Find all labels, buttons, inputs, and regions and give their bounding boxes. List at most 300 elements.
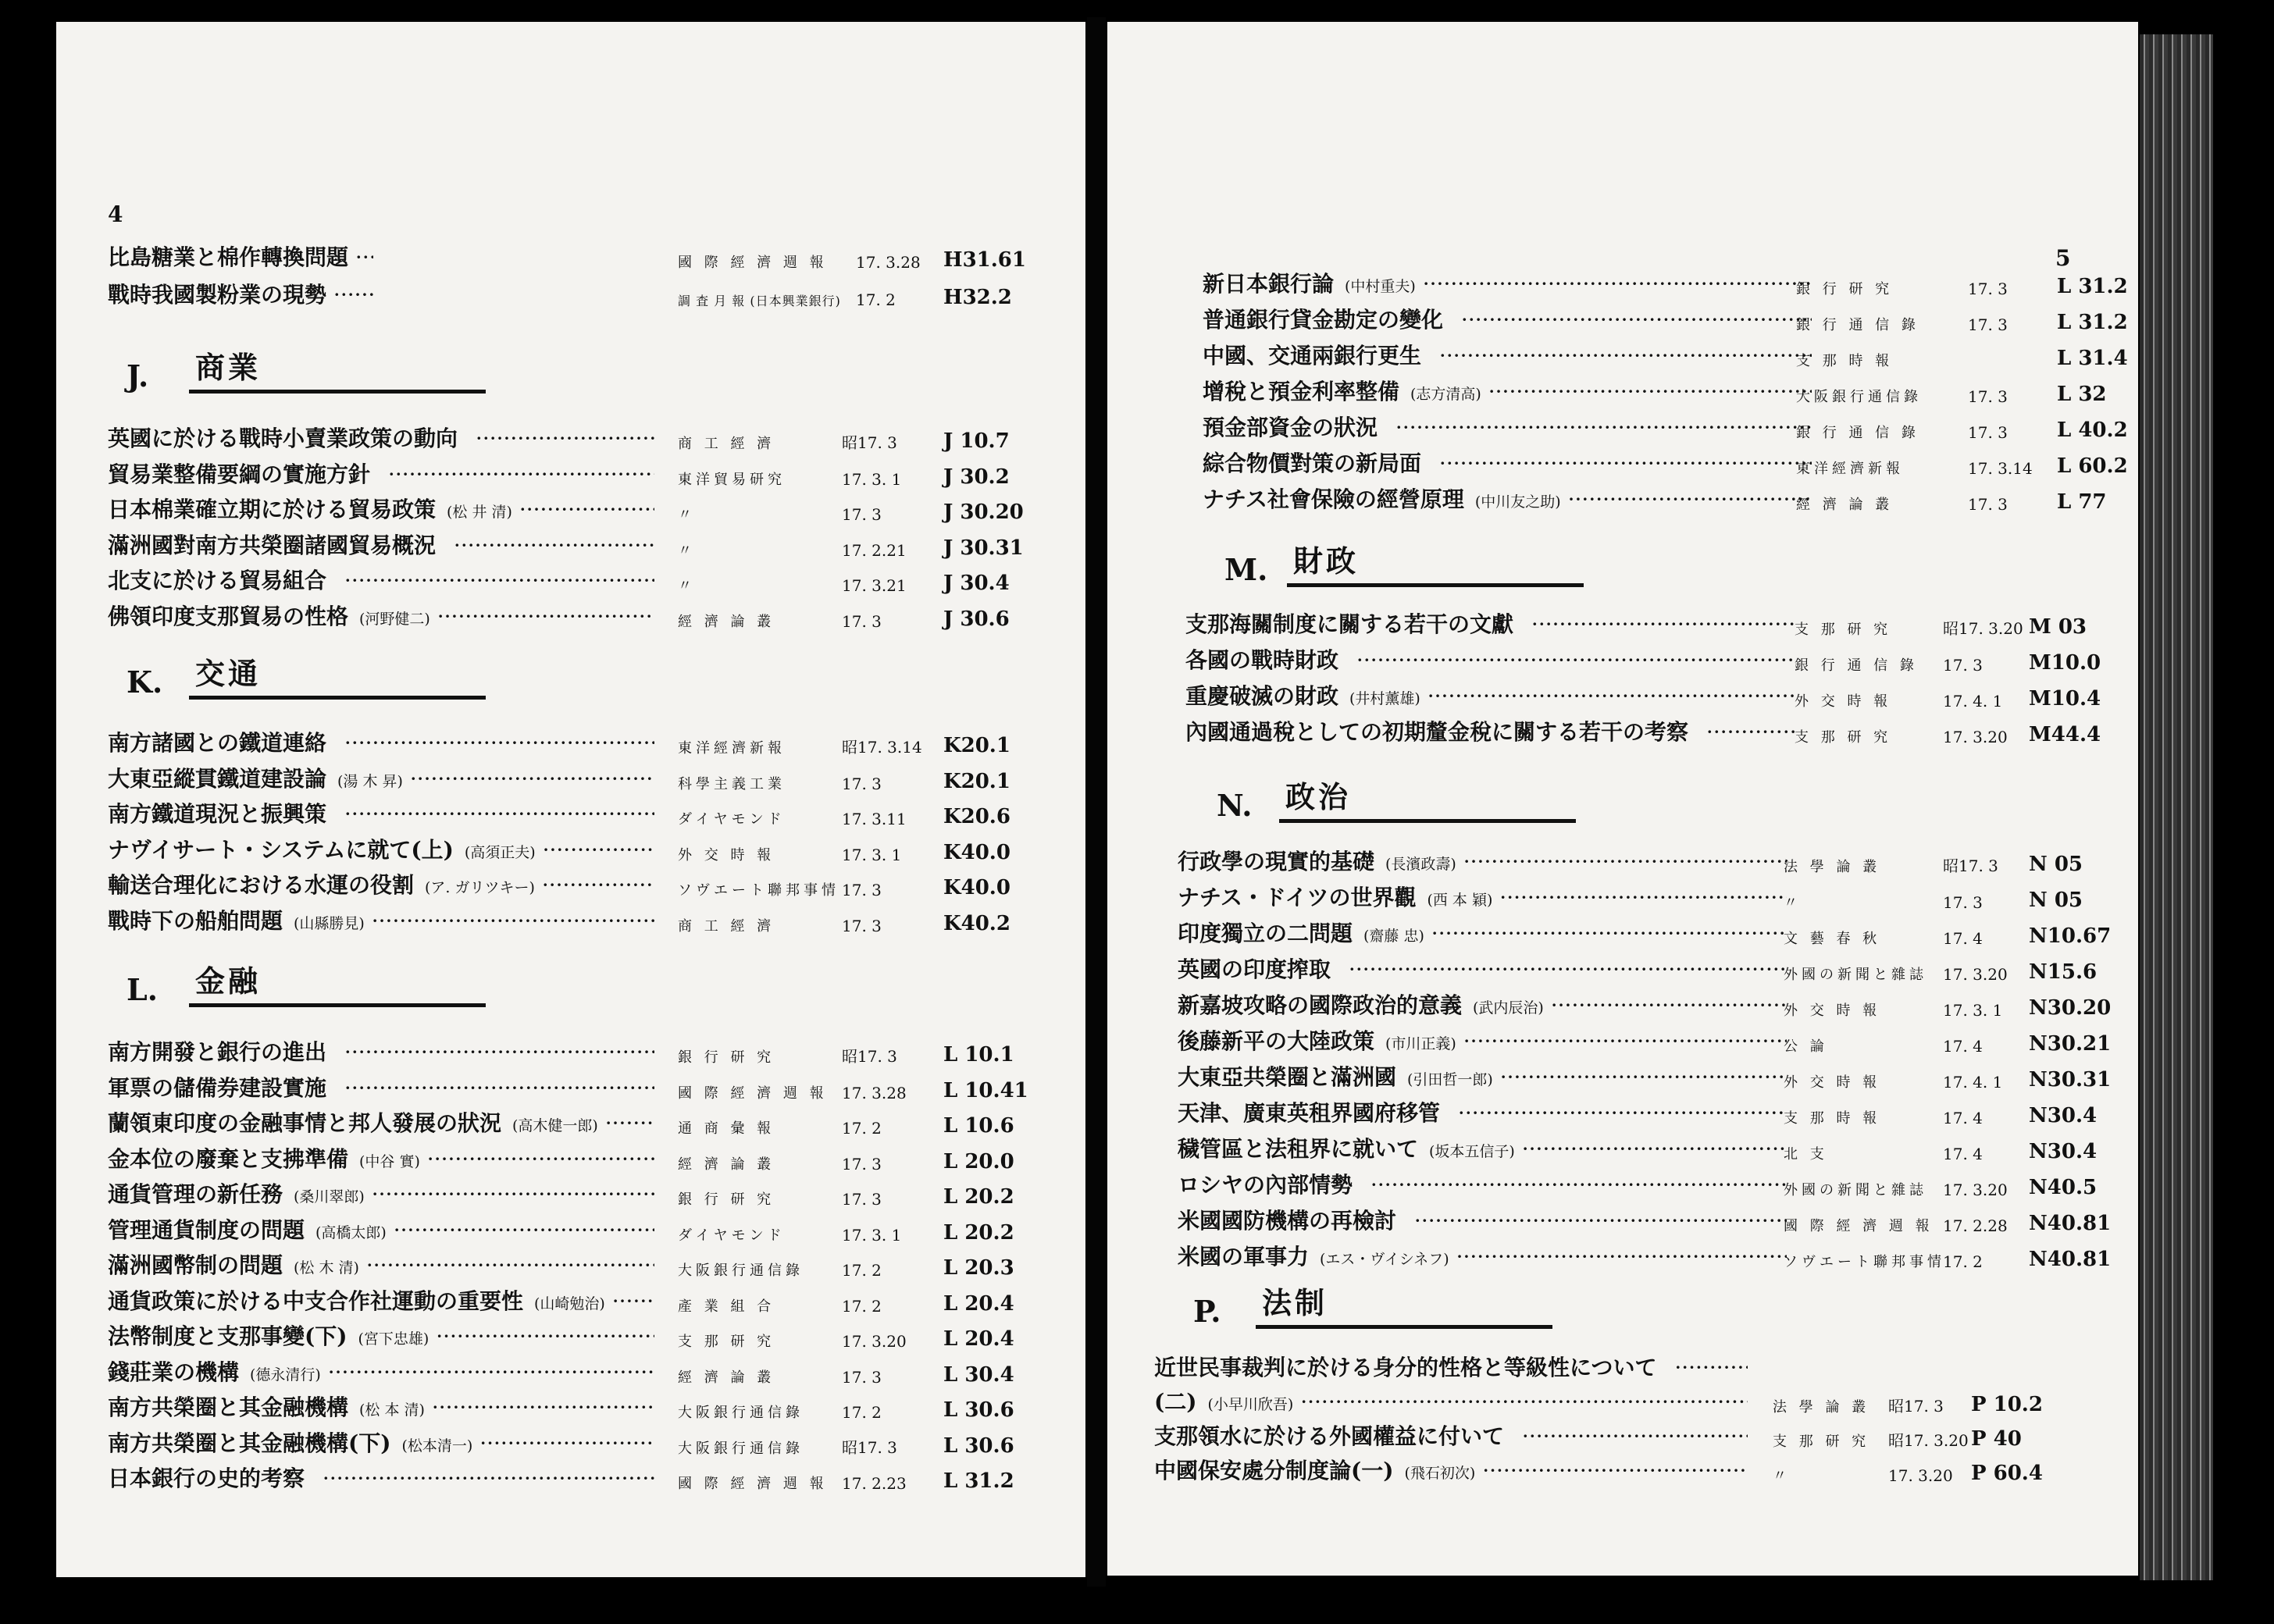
entry-ref: N10.67	[2029, 924, 2112, 948]
list-item	[108, 1034, 1029, 1070]
entry-date: 17. 4. 1	[1943, 1073, 2003, 1092]
list-item	[108, 1318, 1029, 1354]
list-item	[108, 1141, 1029, 1177]
entry-ref: L 20.2	[943, 1185, 1014, 1209]
entry-author: (エス・ヴイシネフ)	[1320, 1251, 1449, 1268]
entry-ref: P 60.4	[1971, 1462, 2043, 1485]
entry-title: 中國保安處分制度論(一) (飛石初次) ·····	[1154, 1454, 1748, 1485]
list-item	[108, 491, 1029, 527]
entry-date: 17. 2	[842, 1403, 882, 1422]
list-item	[108, 1105, 1029, 1141]
section-heading	[1217, 779, 1576, 823]
entry-title: ナチス社會保險の經營原理 (中川友之助) ·····	[1203, 483, 1812, 514]
list-item	[1203, 445, 2128, 481]
entry-title: 各國の戰時財政 ·····	[1185, 643, 1795, 675]
entry-date: 昭17. 3	[842, 433, 897, 452]
entry-source: 東洋經濟新報	[1796, 461, 1904, 477]
entry-date: 17. 4	[1943, 1109, 1983, 1127]
entry-title: 英國に於ける戰時小賣業政策の動向 ·····	[108, 422, 654, 453]
entry-date: 17. 3	[1943, 656, 1983, 675]
entry-date: 17. 3. 1	[1943, 1001, 2003, 1020]
entry-date: 17. 2	[842, 1119, 882, 1138]
entry-source: 商 工 經 濟	[678, 917, 775, 935]
entry-ref: L 20.0	[943, 1149, 1014, 1173]
list-item	[1185, 714, 2101, 750]
list-item	[1178, 1238, 2112, 1274]
entry-ref: K20.1	[943, 769, 1010, 793]
entry-source: 外 交 時 報	[1795, 693, 1892, 710]
entry-date: 17. 2	[1943, 1252, 1983, 1271]
entry-ref: N 05	[2029, 853, 2083, 876]
entry-title: 新嘉坡攻略の國際政治的意義 (武内辰治) ·····	[1178, 988, 1787, 1020]
entry-source: 銀 行 研 究	[678, 1191, 775, 1208]
entry-date: 17. 3	[1968, 280, 2008, 298]
entry-date: 17. 3	[842, 1154, 882, 1173]
list-item	[108, 1212, 1029, 1248]
entry-date: 17. 3	[842, 505, 882, 524]
entry-date: 17. 2	[842, 1296, 882, 1316]
entry-date: 17. 3	[842, 1190, 882, 1209]
list-item	[108, 598, 1029, 634]
entry-author: (井村薰雄)	[1349, 690, 1420, 707]
entry-ref: K40.0	[943, 876, 1010, 899]
entry-ref: N30.21	[2029, 1032, 2112, 1056]
entry-ref: L 31.4	[2057, 347, 2128, 370]
entry-ref: L 20.4	[943, 1291, 1014, 1316]
entry-title: 新日本銀行論 (中村重夫) ·····	[1203, 267, 1812, 298]
entry-author: (西 本 穎)	[1427, 892, 1493, 909]
entry-title: 比島糖業と棉作轉換問題 ·····	[108, 240, 373, 272]
entry-title: 錢莊業の機構 (德永清行) ·····	[108, 1355, 654, 1387]
entry-date: 17. 4	[1943, 929, 1983, 948]
entry-title: 增稅と預金利率整備 (志方清高) ·····	[1203, 375, 1812, 406]
entry-ref: N40.5	[2029, 1176, 2098, 1199]
entry-date: 17. 3	[1968, 387, 2008, 406]
entry-title: 預金部資金の狀況 ·····	[1203, 411, 1812, 442]
entry-date: 17. 3	[842, 1367, 882, 1387]
entry-ref: N40.81	[2029, 1248, 2112, 1271]
list-item	[108, 832, 1029, 867]
entry-date: 17. 3.20	[1943, 965, 2008, 984]
entry-date: 17. 2.28	[1943, 1216, 2008, 1235]
entry-date: 昭17. 3	[842, 1047, 897, 1066]
entry-author: (松本清一)	[401, 1437, 473, 1455]
entry-date: 17. 3	[1968, 423, 2008, 442]
entry-source: 支 那 研 究	[1795, 621, 1892, 638]
entry-title: 大東亞共榮圈と滿洲國 (引田哲一郎) ·····	[1178, 1060, 1787, 1092]
entry-title: 日本棉業確立期に於ける貿易政策 (松 井 清) ·····	[108, 493, 654, 524]
entry-source: 外 交 時 報	[1784, 1003, 1881, 1019]
list-item	[1178, 843, 2083, 879]
entry-date: 17. 3.20	[1888, 1466, 1953, 1485]
entry-title: 貿易業整備要綱の實施方針 ·····	[108, 458, 654, 489]
entry-author: (高橋太郎)	[315, 1223, 387, 1241]
list-item	[1203, 373, 2107, 409]
list-item	[1203, 265, 2128, 301]
entry-title: 戰時我國製粉業の現勢 ·····	[108, 278, 373, 309]
list-item	[108, 760, 1029, 796]
entry-date: 17. 3.21	[842, 576, 907, 595]
entry-date: 17. 3	[842, 916, 882, 935]
section-letter: P.	[1193, 1294, 1221, 1329]
entry-ref: J 30.6	[943, 607, 1010, 631]
entry-title: 大東亞縱貫鐵道建設論 (湯 木 昇) ·····	[108, 762, 654, 793]
entry-source: 外 交 時 報	[678, 846, 775, 864]
entry-ref: L 20.4	[943, 1327, 1014, 1351]
entry-author: (齋藤 忠)	[1363, 928, 1424, 945]
entry-date: 17. 3. 1	[842, 845, 902, 864]
entry-source: 〃	[1773, 1468, 1791, 1484]
entry-source: 法 學 論 叢	[1773, 1399, 1870, 1416]
list-item	[1203, 409, 2128, 445]
entry-source: 支 那 研 究	[678, 1334, 775, 1350]
entry-title: 南方共榮圈と其金融機構 (松 本 清) ·····	[108, 1391, 654, 1422]
list-item	[108, 562, 1029, 598]
entry-title: 管理通貨制度の問題 (高橋太郎) ·····	[108, 1213, 654, 1245]
entry-title: 佛領印度支那貿易の性格 (河野健二) ·····	[108, 600, 654, 631]
entry-date: 17. 3	[842, 774, 882, 793]
list-item	[1203, 337, 2128, 373]
section-letter: M.	[1224, 552, 1268, 587]
entry-source: 〃	[1784, 895, 1802, 911]
entry-source: 大阪銀行通信錄	[678, 1263, 804, 1279]
list-item	[108, 725, 1029, 760]
entry-ref: N30.4	[2029, 1140, 2098, 1163]
entry-title: 滿洲國幣制の問題 (松 木 清) ·····	[108, 1248, 654, 1280]
entry-source: 外國の新聞と雜誌	[1784, 967, 1927, 983]
entry-date: 昭17. 3	[1888, 1397, 1944, 1416]
list-item	[108, 1389, 1029, 1425]
entry-source: 調 査 月 報 (日本興業銀行)	[678, 294, 841, 308]
section-name: 財政	[1287, 537, 1584, 587]
entry-title: ロシヤの內部情勢 ·····	[1178, 1168, 1787, 1199]
entry-date: 昭17. 3.14	[842, 738, 922, 757]
entry-ref: N30.31	[2029, 1068, 2112, 1092]
entry-author: (長濱政壽)	[1385, 856, 1456, 873]
entry-date: 17. 3. 1	[842, 1225, 902, 1245]
entry-source: 銀 行 通 信 錄	[1795, 657, 1918, 674]
list-item	[108, 239, 1029, 275]
entry-ref: L 10.1	[943, 1043, 1014, 1067]
entry-date: 17. 2.21	[842, 540, 907, 560]
entry-title: 日本銀行の史的考察 ·····	[108, 1462, 654, 1493]
entry-date: 17. 4. 1	[1943, 692, 2003, 710]
entry-author: (武内辰治)	[1473, 999, 1544, 1017]
list-item	[108, 1425, 1029, 1461]
entry-author: (ア. ガリツキー)	[425, 879, 535, 896]
entry-title: 天津、廣東英租界國府移管 ·····	[1178, 1096, 1787, 1127]
entry-source: 銀 行 研 究	[678, 1049, 775, 1066]
entry-author: (高木健一郎)	[512, 1117, 598, 1134]
entry-author: (松 井 清)	[447, 504, 512, 521]
entry-date: 17. 2	[842, 1261, 882, 1280]
entry-title: 普通銀行貸金勘定の變化 ·····	[1203, 303, 1812, 334]
entry-source: 大阪銀行通信錄	[1796, 389, 1922, 405]
entry-date: 昭17. 3.20	[1888, 1431, 1969, 1450]
list-item	[1154, 1384, 2043, 1419]
section-name: 商業	[189, 344, 486, 394]
entry-source: 外 交 時 報	[1784, 1074, 1881, 1091]
entry-source: 銀 行 通 信 錄	[1796, 425, 1919, 441]
entry-title: 英國の印度搾取 ·····	[1178, 953, 1787, 984]
entry-ref: K40.2	[943, 911, 1010, 935]
entry-date: 17. 2.23	[842, 1474, 907, 1493]
book-spine	[1087, 17, 1106, 1587]
entry-title: 金本位の廢棄と支拂準備 (中谷 實) ·····	[108, 1142, 654, 1173]
entry-date: 17. 4	[1943, 1145, 1983, 1163]
entry-ref: N40.81	[2029, 1212, 2112, 1235]
entry-author: (宮下忠雄)	[358, 1330, 429, 1348]
entry-ref: M44.4	[2029, 723, 2101, 746]
entry-title: 南方諸國との鐵道連絡 ·····	[108, 726, 654, 757]
list-item	[1178, 879, 2083, 915]
left-page	[56, 22, 1085, 1577]
entry-author: (高須正夫)	[464, 843, 536, 861]
entry-date: 17. 3	[1968, 495, 2008, 514]
entry-title: 軍票の儲備券建設實施 ·····	[108, 1071, 654, 1102]
entry-author: (桑川翠郎)	[294, 1188, 365, 1206]
entry-author: (中谷 實)	[359, 1152, 420, 1170]
section-heading	[127, 963, 486, 1007]
entry-ref: N30.4	[2029, 1104, 2098, 1127]
entry-source: 法 學 論 叢	[1784, 859, 1881, 875]
list-item	[1203, 481, 2107, 517]
entry-ref: L 30.6	[943, 1433, 1014, 1458]
entry-ref: K20.6	[943, 805, 1010, 828]
list-item	[108, 276, 1029, 312]
section-heading	[127, 656, 486, 700]
entry-ref: J 30.2	[943, 465, 1010, 489]
entry-title: 綜合物價對策の新局面 ·····	[1203, 447, 1812, 478]
entry-author: (中川友之助)	[1474, 493, 1561, 511]
section-heading	[1224, 543, 1584, 587]
entry-author: (飛石初次)	[1404, 1465, 1476, 1482]
entry-source: 東洋貿易研究	[678, 471, 786, 488]
entry-title: 通貨管理の新任務 (桑川翠郎) ·····	[108, 1177, 654, 1209]
list-item	[108, 867, 1029, 903]
entry-ref: L 30.6	[943, 1398, 1014, 1422]
entry-title: ナヴイサート・システムに就て(上) (高須正夫) ·····	[108, 833, 654, 864]
entry-source: 經 濟 論 叢	[1796, 497, 1894, 513]
list-item	[1185, 606, 2087, 642]
entry-title: 蘭領東印度の金融事情と邦人發展の狀況 (高木健一郎) ·····	[108, 1106, 654, 1138]
entry-source: 〃	[678, 507, 696, 523]
entry-source: 經 濟 論 叢	[678, 1369, 775, 1386]
entry-ref: L 60.2	[2057, 454, 2128, 478]
entry-source: 外國の新聞と雜誌	[1784, 1182, 1927, 1198]
entry-source: 支 那 時 報	[1784, 1110, 1881, 1127]
entry-source: 商 工 經 濟	[678, 436, 775, 452]
entry-date: 17. 3.20	[1943, 1181, 2008, 1199]
entry-source: ダイヤモンド	[678, 1227, 786, 1244]
list-item	[1178, 1023, 2112, 1059]
entry-ref: N15.6	[2029, 960, 2098, 984]
entry-date: 17. 3.28	[842, 1083, 907, 1102]
entry-source: 支 那 研 究	[1773, 1433, 1870, 1450]
entry-date: 17. 3. 1	[842, 469, 902, 489]
list-item	[1178, 1202, 2112, 1238]
entry-title: 支那海關制度に關する若干の文獻 ·····	[1185, 607, 1795, 639]
entry-ref: J 30.4	[943, 572, 1010, 595]
list-item	[1185, 678, 2101, 714]
entry-author: (松 木 清)	[294, 1259, 359, 1277]
entry-source: 經 濟 論 叢	[678, 613, 775, 630]
entry-ref: K20.1	[943, 734, 1010, 757]
entry-source: 公 論	[1784, 1038, 1828, 1055]
section-letter: K.	[127, 664, 163, 700]
entry-source: ソヴエート聯邦事情	[678, 882, 839, 899]
entry-date: 17. 3.14	[1968, 459, 2033, 478]
entry-source: 北 支	[1784, 1146, 1828, 1163]
entry-ref: H31.61	[943, 248, 1026, 272]
entry-title: 南方開發と銀行の進出 ·····	[108, 1035, 654, 1067]
entry-source: 文 藝 春 秋	[1784, 931, 1881, 947]
entry-title: 米國の軍事力 (エス・ヴイシネフ) ·····	[1178, 1240, 1787, 1271]
entry-ref: L 30.4	[943, 1362, 1014, 1387]
entry-ref: L 10.6	[943, 1114, 1014, 1138]
entry-date: 17. 4	[1943, 1037, 1983, 1056]
entry-source: 科學主義工業	[678, 775, 786, 792]
list-item	[1178, 1059, 2112, 1095]
entry-author: (引田哲一郎)	[1407, 1071, 1493, 1088]
entry-title: 內國通過稅としての初期釐金稅に關する若干の考察 ·····	[1185, 715, 1795, 746]
list-item	[108, 1460, 1029, 1496]
entry-title: 北支に於ける貿易組合 ·····	[108, 564, 654, 595]
entry-source: 支 那 時 報	[1796, 353, 1894, 369]
list-item	[108, 456, 1029, 492]
entry-author: (湯 木 昇)	[337, 772, 403, 790]
entry-ref: J 30.20	[943, 500, 1024, 524]
right-page	[1107, 22, 2138, 1576]
entry-source: 〃	[678, 542, 696, 559]
entry-source: 國 際 經 濟 週 報	[678, 1084, 828, 1102]
list-item	[1178, 915, 2112, 951]
entry-source: ソヴエート聯邦事情	[1784, 1254, 1945, 1270]
list-item	[108, 1176, 1029, 1212]
entry-ref: L 31.2	[2057, 275, 2128, 298]
page-edges	[2140, 34, 2213, 1580]
entry-source: 國 際 經 濟 週 報	[678, 1476, 828, 1492]
entry-date: 17. 2	[856, 290, 896, 309]
entry-title: 中國、交通兩銀行更生 ·····	[1203, 339, 1812, 370]
entry-ref: M10.4	[2029, 687, 2101, 710]
entry-ref: P 10.2	[1971, 1393, 2043, 1416]
entry-author: (山崎勉治)	[534, 1295, 605, 1312]
list-item	[108, 796, 1029, 832]
entry-ref: N30.20	[2029, 996, 2112, 1020]
section-letter: L.	[127, 972, 158, 1007]
list-item	[1178, 1131, 2098, 1166]
list-item	[1154, 1452, 2043, 1488]
section-heading	[1193, 1285, 1552, 1329]
entry-source: 東洋經濟新報	[678, 740, 786, 757]
entry-ref: H32.2	[943, 286, 1012, 309]
list-item	[1178, 951, 2098, 987]
entry-ref: M 03	[2029, 615, 2087, 639]
entry-source: 銀 行 研 究	[1796, 281, 1894, 297]
entry-ref: L 40.2	[2057, 418, 2128, 442]
list-item	[1185, 642, 2101, 678]
entry-title: 穢管區と法租界に就いて (坂本五信子) ·····	[1178, 1132, 1787, 1163]
list-item	[1154, 1349, 1998, 1385]
entry-date: 17. 3.11	[842, 810, 907, 828]
entry-author: (市川正義)	[1385, 1035, 1456, 1052]
entry-title: 米國國防機構の再檢討 ·····	[1178, 1204, 1787, 1235]
section-name: 金融	[189, 957, 486, 1007]
entry-source: ダイヤモンド	[678, 811, 786, 828]
entry-date: 17. 3	[1943, 893, 1983, 912]
entry-source: 〃	[678, 578, 696, 594]
entry-source: 大阪銀行通信錄	[678, 1405, 804, 1421]
entry-ref: L 31.2	[2057, 311, 2128, 334]
list-item	[1178, 987, 2112, 1023]
entry-date: 17. 3.28	[856, 253, 921, 272]
entry-source: 國 際 經 濟 週 報	[678, 255, 828, 271]
entry-source: 支 那 研 究	[1795, 729, 1892, 746]
entry-date: 17. 3.20	[1943, 728, 2008, 746]
entry-title: 戰時下の船舶問題 (山縣勝見) ·····	[108, 904, 654, 935]
entry-title: 重慶破滅の財政 (井村薰雄) ·····	[1185, 679, 1795, 710]
entry-title: 滿洲國對南方共榮圈諸國貿易概況 ·····	[108, 529, 654, 560]
entry-ref: L 10.41	[943, 1078, 1028, 1102]
list-item	[1178, 1095, 2098, 1131]
section-letter: N.	[1217, 788, 1253, 823]
section-name: 法制	[1256, 1279, 1552, 1329]
entry-ref: L 20.2	[943, 1220, 1014, 1245]
entry-ref: L 31.2	[943, 1469, 1014, 1493]
entry-author: (小早川欣吾)	[1207, 1396, 1294, 1413]
entry-date: 昭17. 3	[1943, 857, 1998, 875]
entry-ref: K40.0	[943, 840, 1010, 864]
section-heading	[127, 350, 486, 394]
entry-author: (中村重夫)	[1345, 278, 1416, 295]
entry-date: 17. 3	[842, 611, 882, 631]
entry-ref: M10.0	[2029, 651, 2101, 675]
section-name: 政治	[1279, 773, 1576, 823]
page-number: 5	[2055, 245, 2071, 271]
list-item	[108, 420, 1029, 456]
entry-source: 銀 行 通 信 錄	[1796, 317, 1919, 333]
entry-date: 17. 3	[1968, 315, 2008, 334]
entry-source: 國 際 經 濟 週 報	[1784, 1218, 1934, 1234]
entry-title: 法幣制度と支那事變(下) (宮下忠雄) ·····	[108, 1320, 654, 1351]
entry-ref: P 40	[1971, 1427, 2022, 1451]
list-item	[1178, 1166, 2098, 1202]
entry-title: 通貨政策に於ける中支合作社運動の重要性 (山崎勉治) ·····	[108, 1284, 654, 1316]
entry-title: 南方共榮圈と其金融機構(下) (松本清一) ·····	[108, 1426, 654, 1458]
entry-title: (二) (小早川欣吾) ·····	[1154, 1385, 1748, 1416]
entry-ref: L 77	[2057, 490, 2107, 514]
section-name: 交通	[189, 650, 486, 700]
list-item	[108, 1354, 1029, 1390]
entry-ref: L 32	[2057, 383, 2107, 406]
entry-source: 產 業 組 合	[678, 1298, 775, 1315]
entry-date: 17. 3	[842, 881, 882, 899]
page-number: 4	[108, 201, 123, 227]
entry-author: (山縣勝見)	[294, 914, 365, 932]
entry-title: 南方鐵道現況と振興策 ·····	[108, 797, 654, 828]
entry-author: (志方清高)	[1410, 386, 1481, 403]
entry-ref: J 10.7	[943, 429, 1010, 453]
entry-date: 昭17. 3	[842, 1437, 897, 1457]
entry-ref: N 05	[2029, 889, 2083, 912]
entry-title: 近世民事裁判に於ける身分的性格と等級性について ·····	[1154, 1351, 1748, 1382]
entry-source: 大阪銀行通信錄	[678, 1440, 804, 1457]
entry-source: 通 商 彙 報	[678, 1120, 775, 1137]
list-item	[1154, 1418, 2022, 1454]
entry-title: ナチス・ドイツの世界觀 (西 本 穎) ·····	[1178, 881, 1787, 912]
entry-author: (德永清行)	[250, 1366, 321, 1384]
